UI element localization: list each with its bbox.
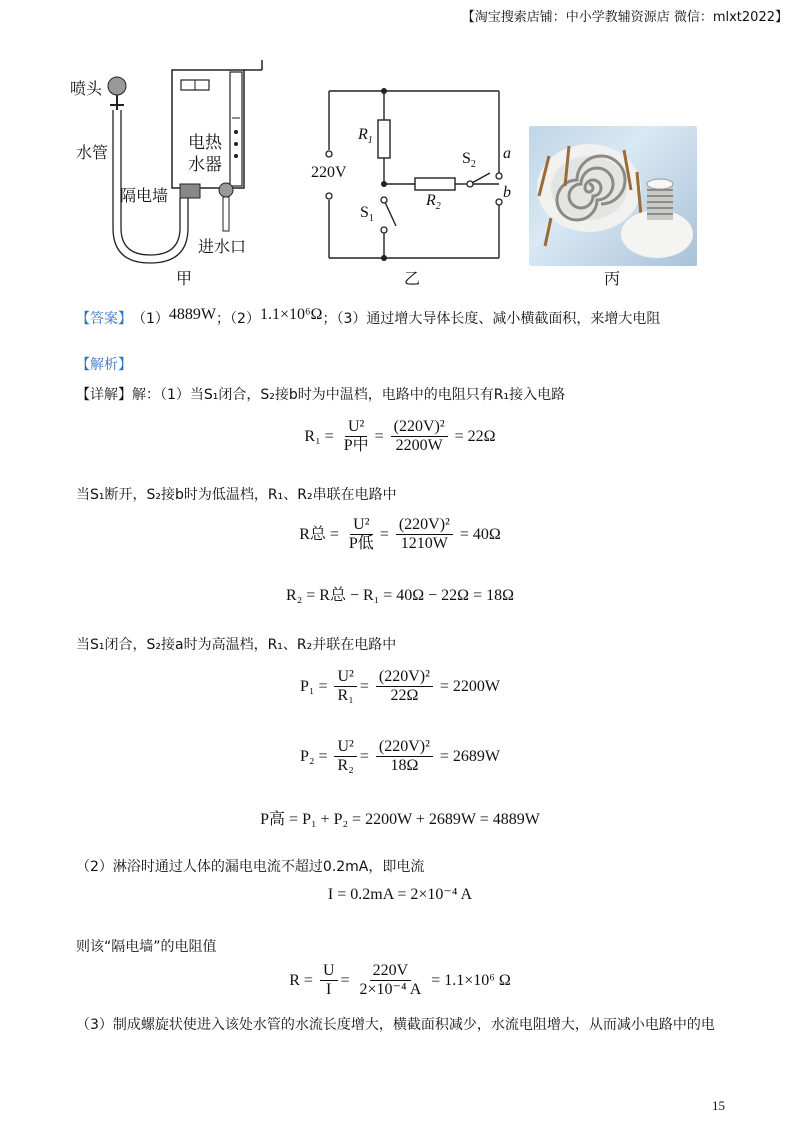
label-r2: $R_2$ [426,192,441,213]
equation-p1: P₁ = $\frac{\text{U²}}{\text{R₁}}$ = $\frac{\text{(220V)²}}{22\Omega}$ = 2200W [299,668,501,705]
header-watermark: 【淘宝搜索店铺：中小学教辅资源店 微信：mlxt2022】 [461,10,788,25]
answer-line [76,308,660,328]
equation-resistance: R = $\frac{U}{I}$ = $\frac{220V}{\text{2×10⁻⁴ A}}$ = 1.1×10⁶ Ω [289,962,511,999]
label-heater-2: 水器 [188,155,222,175]
label-heater-1: 电热 [188,133,222,153]
answer-tag: 【答案】 [76,311,132,327]
equation-p-high: P高 = P₁ + P₂ = 2200W + 2689W = 4889W [260,811,540,828]
photo-spiral-heater [529,126,697,266]
label-a: a [503,145,511,162]
caption-jia: 甲 [176,269,193,288]
equation-r2: R₂ = R总 − R₁ = 40Ω − 22Ω = 18Ω [286,587,514,604]
equation-r-total: R总 = $\frac{\text{U²}}{\text{P低}}$ = $\frac{\text{(220V)²}}{1210W}$ = 40Ω [299,516,501,553]
detail-line-4: （2）淋浴时通过人体的漏电电流不超过0.2mA，即电流 [76,859,425,875]
caption-yi: 乙 [404,269,421,288]
label-inlet: 进水口 [198,237,247,256]
label-b: b [503,184,511,201]
caption-bing: 丙 [604,269,621,288]
detail-line-6: （3）制成螺旋状使进入该处水管的水流长度增大，横截面积减少，水流电阻增大，从而减小电路中的电 [76,1017,715,1033]
label-r1: $R_1$ [358,126,373,147]
equation-r1: R₁ = $\frac{\text{U²}}{\text{P中}}$ = $\frac{\text{(220V)²}}{2200W}$ = 22Ω [304,418,496,455]
detail-line-2: 当S₁断开，S₂接b时为低温档，R₁、R₂串联在电路中 [76,487,397,503]
label-s1: $S_1$ [360,204,374,225]
label-voltage: 220V [311,164,347,181]
answer-part2-label: ；（2） [216,311,260,327]
equation-p2: P₂ = $\frac{\text{U²}}{\text{R₂}}$ = $\frac{\text{(220V)²}}{18\Omega}$ = 2689W [299,738,501,775]
page-number: 15 [712,1098,725,1113]
label-pipe: 水管 [76,143,109,162]
equation-current: I = 0.2mA = 2×10⁻⁴ A [327,886,473,903]
answer-value-2: 1.1×10⁶Ω [259,306,323,323]
detail-line-3: 当S₁闭合，S₂接a时为高温档，R₁、R₂并联在电路中 [76,637,397,653]
label-s2: $S_2$ [462,150,476,171]
detail-line-5: 则该“隔电墙”的电阻值 [76,939,217,955]
answer-part1-label: （1） [132,311,169,327]
analysis-tag: 【解析】 [76,357,132,373]
detail-line-1: 【详解】解：（1）当S₁闭合，S₂接b时为中温档，电路中的电阻只有R₁接入电路 [76,387,566,403]
answer-part3-text: ；（3）通过增大导体长度、减小横截面积，来增大电阻 [322,311,661,327]
answer-value-1: 4889W [168,306,217,323]
label-wall: 隔电墙 [120,186,169,205]
label-nozzle: 喷头 [70,79,103,98]
